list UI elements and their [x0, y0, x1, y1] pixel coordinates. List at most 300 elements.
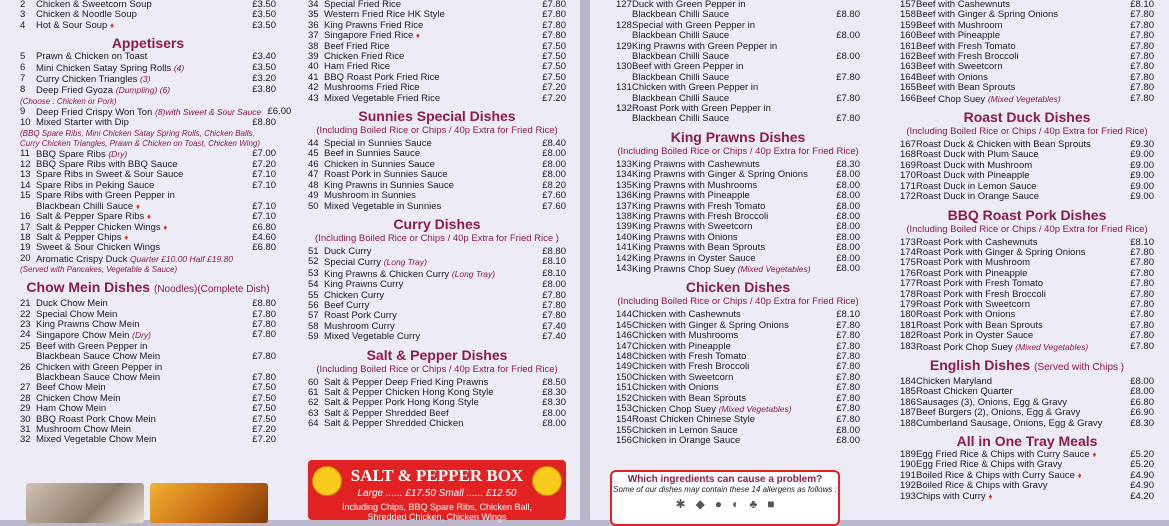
menu-item: [20, 320, 276, 330]
item-price: £8.00: [836, 424, 860, 436]
item-name: Chicken Curry: [324, 289, 385, 301]
menu-item: [616, 331, 860, 341]
item-price: £7.20: [252, 434, 276, 446]
item-price: £8.30: [542, 386, 566, 398]
item-price: £7.80: [836, 113, 860, 125]
item-name: Beef with Cashewnuts: [916, 0, 1010, 10]
section-heading: English Dishes (Served with Chips ): [929, 356, 1125, 373]
item-price: £7.80: [836, 382, 860, 394]
item-number: 137: [616, 200, 632, 212]
item-price: £7.80: [1130, 267, 1154, 279]
item-number: 26: [20, 361, 31, 373]
item-name: Roast Duck in Orange Sauce: [916, 191, 1040, 203]
item-price: £8.00: [836, 262, 860, 274]
section-heading: King Prawns Dishes: [670, 128, 806, 145]
item-portion-prices: Quarter £10.00 Half £19.80: [129, 253, 233, 264]
item-name: Mixed Starter with Dip: [36, 117, 129, 129]
promo-items: Including Chips, BBQ Spare Ribs, Chicken Ball,: [341, 502, 533, 512]
item-price: £7.20: [542, 82, 566, 94]
item-number: 34: [308, 0, 319, 10]
item-name: Mini Chicken Satay Spring Rolls (4): [36, 62, 185, 74]
item-price: £7.80: [252, 329, 276, 341]
item-price: £8.10: [1130, 0, 1154, 10]
item-name: Roast Pork with Cashewnuts: [916, 236, 1038, 248]
menu-section: [616, 275, 860, 446]
item-number: 35: [308, 9, 319, 21]
item-number: 168: [900, 149, 916, 161]
item-name: Blackbean Sauce Chow Mein: [36, 351, 161, 363]
item-number: 164: [900, 71, 916, 83]
item-number: 167: [900, 139, 916, 151]
fish-icon: ◐: [732, 497, 740, 511]
item-price: £7.50: [542, 61, 566, 73]
item-number: 188: [900, 417, 916, 429]
item-price: £8.00: [542, 418, 566, 430]
item-number: 157: [900, 0, 916, 10]
item-name: Roast Pork in Oyster Sauce: [916, 330, 1034, 342]
menu-item: [308, 280, 566, 290]
item-detail: (4): [173, 62, 185, 73]
item-number: 31: [20, 424, 31, 435]
item-name: Beef Chop Suey (Mixed Vegetables): [916, 93, 1061, 105]
item-name: King Prawns Curry: [324, 279, 404, 291]
item-number: 151: [616, 382, 632, 394]
item-number: 150: [616, 371, 632, 383]
item-detail: (Dry): [108, 148, 128, 159]
promo-prices: Large ...... £17.50 Small ...... £12.50: [357, 488, 517, 499]
item-price: £7.80: [252, 371, 276, 383]
item-price: £6.80: [1130, 396, 1154, 408]
item-price: £9.00: [1130, 159, 1154, 171]
item-name: Beef in Sunnies Sauce: [324, 148, 421, 160]
item-number: 147: [616, 340, 632, 352]
item-price: £8.80: [252, 117, 276, 129]
item-number: 5: [20, 51, 26, 63]
item-number: 4: [20, 19, 26, 31]
item-number: 143: [616, 262, 632, 274]
menu-item: [20, 118, 276, 128]
item-name: Roast Pork with Pineapple: [916, 267, 1028, 279]
item-number: 32: [20, 434, 31, 446]
item-note: Curry Chicken Triangles, Prawn & Chicken on Toast, Chicken Wing): [20, 138, 261, 148]
item-price: £8.30: [836, 158, 860, 170]
section-subheading: (Including Boiled Rice or Chips / 40p Extra for Fried Rice): [316, 125, 558, 137]
item-name: Deep Fried Crispy Won Ton (8)with Sweet & Sour Sauce: [36, 106, 262, 118]
item-price: £7.80: [542, 299, 566, 311]
item-price: £8.30: [1130, 417, 1154, 429]
menu-section: [900, 429, 1154, 502]
item-price: £8.30: [542, 397, 566, 409]
item-number: 39: [308, 51, 319, 63]
item-number: 190: [900, 459, 916, 471]
item-number: 159: [900, 19, 916, 31]
item-price: £9.00: [1130, 170, 1154, 182]
item-price: £8.00: [836, 242, 860, 254]
item-number: 44: [308, 138, 319, 150]
item-price: £7.80: [1130, 30, 1154, 42]
item-price: £8.80: [542, 245, 566, 257]
item-price: £7.80: [1130, 40, 1154, 52]
item-price: £9.30: [1130, 139, 1154, 151]
item-note: (Served with Pancakes, Vegetable & Sauce): [20, 265, 178, 275]
menu-item: [20, 21, 276, 31]
item-name: King Prawns with Mushrooms: [632, 179, 758, 191]
item-number: 19: [20, 242, 31, 254]
item-number: 59: [308, 331, 319, 343]
item-name: Roast Pork Curry: [324, 310, 397, 322]
item-price: £7.50: [542, 71, 566, 83]
item-name: Blackbean Chilli Sauce: [632, 30, 730, 42]
item-number: 186: [900, 396, 916, 408]
item-price: £8.00: [836, 51, 860, 63]
item-name: Chicken with Bean Sprouts: [632, 392, 747, 404]
item-price: £7.20: [252, 159, 276, 171]
item-name: Roast Pork with Mushroom: [916, 257, 1031, 269]
menu-item: [308, 191, 566, 201]
item-price: £3.20: [252, 73, 276, 85]
item-name: Beef with Onions: [916, 71, 988, 83]
item-note: (Choose : Chicken or Pork): [20, 96, 117, 106]
item-price: £7.80: [1130, 92, 1154, 104]
item-price: £7.80: [836, 392, 860, 404]
menu-column-left-1: [20, 0, 292, 520]
section-subheading: (Including Boiled Rice or Chips / 40p Extra for Fried Rice ): [315, 232, 559, 244]
menu-section: [900, 105, 1154, 202]
item-price: £8.00: [836, 169, 860, 181]
item-price: £7.80: [836, 371, 860, 383]
menu-item: [616, 243, 860, 253]
menu-section: [20, 0, 276, 31]
item-price: £8.00: [836, 435, 860, 447]
item-name: Chicken with Fresh Tomato: [632, 350, 747, 362]
item-name: Spare Ribs with Green Pepper in: [36, 190, 175, 202]
item-number: 13: [20, 169, 31, 181]
item-price: £8.00: [1130, 375, 1154, 387]
item-name: Mushroom Chow Mein: [36, 424, 132, 435]
item-price: £5.20: [1130, 449, 1154, 460]
item-name: King Prawns with Bean Sprouts: [632, 242, 766, 254]
item-name: Salt & Pepper Deep Fried King Prawns: [324, 376, 489, 388]
item-name: Ham Fried Rice: [324, 61, 390, 73]
item-number: 178: [900, 288, 916, 300]
item-number: 6: [20, 61, 26, 73]
item-name: Beef with Pineapple: [916, 30, 1000, 42]
item-name: Roast Duck with Plum Sauce: [916, 149, 1039, 161]
menu-item: [20, 52, 276, 62]
item-name: Curry Chicken Triangles (3): [36, 74, 151, 86]
item-name: Beef with Fresh Broccoli: [916, 51, 1019, 63]
section-heading: Sunnies Special Dishes: [358, 108, 516, 125]
section-heading: BBQ Roast Pork Dishes: [947, 206, 1107, 223]
item-price: £7.80: [1130, 71, 1154, 83]
item-name: Sweet & Sour Chicken Wings: [36, 242, 161, 254]
item-number: 56: [308, 299, 319, 311]
item-price: £7.80: [836, 319, 860, 331]
item-number: [20, 352, 36, 362]
item-name: Special with Green Pepper in: [632, 19, 756, 31]
item-name: Egg Fried Rice & Chips with Curry Sauce ♦: [916, 449, 1097, 460]
item-price: £8.00: [542, 279, 566, 291]
item-name: Chicken Chop Suey (Mixed Vegetables): [632, 404, 792, 415]
item-price: £8.00: [836, 252, 860, 264]
item-price: £3.50: [252, 61, 276, 73]
menu-item: [20, 212, 276, 222]
menu-item: [900, 331, 1154, 341]
egg-icon: ●: [714, 497, 723, 511]
item-name: Deep Fried Gyoza (Dumpling) (6): [36, 85, 171, 97]
item-name: Special in Sunnies Sauce: [324, 138, 432, 150]
item-name: Salt & Pepper Chicken Hong Kong Style: [324, 386, 494, 398]
item-name: Singapore Chow Mein (Dry): [36, 330, 152, 342]
item-name: Salt & Pepper Shredded Chicken: [324, 418, 464, 430]
menu-item: [308, 247, 566, 257]
item-price: £8.00: [836, 221, 860, 233]
menu-column-left-2: [308, 0, 566, 458]
item-number: 181: [900, 319, 916, 331]
item-name: King Prawns Chow Mein: [36, 318, 140, 330]
item-number: 61: [308, 386, 319, 398]
item-price: £7.60: [542, 200, 566, 212]
item-name: Beef with Sweetcorn: [916, 61, 1003, 73]
item-name: Blackbean Sauce Chow Mein: [36, 371, 161, 383]
smiley-icon: [532, 466, 562, 496]
item-name: King Prawns with Ginger & Spring Onions: [632, 169, 808, 181]
section-heading-note: (Noodles)(Complete Dish): [153, 284, 270, 296]
item-number: 177: [900, 278, 916, 290]
food-photo-noodles: [150, 483, 268, 523]
item-name: Salt & Pepper Pork Hong Kong Style: [324, 397, 479, 409]
chili-icon: ♦: [109, 20, 115, 30]
item-number: 182: [900, 330, 916, 342]
item-number: 146: [616, 330, 632, 342]
item-number: 158: [900, 9, 916, 21]
item-name: King Prawns with Cashewnuts: [632, 158, 760, 170]
smiley-icon: [312, 466, 342, 496]
item-detail: (Mixed Vegetables): [718, 404, 792, 414]
item-price: £4.60: [252, 231, 276, 243]
item-number: 135: [616, 179, 632, 191]
item-number: 187: [900, 407, 916, 419]
item-number: 27: [20, 382, 31, 394]
item-name: Mushrooms Fried Rice: [324, 82, 420, 94]
chili-icon: ♦: [1077, 470, 1082, 480]
promo-items: Shredded Chicken, Chicken Wings: [367, 512, 507, 522]
item-price: £7.40: [542, 320, 566, 332]
item-price: £7.80: [836, 361, 860, 373]
item-name: Western Fried Rice HK Style: [324, 9, 445, 21]
item-name: Aromatic Crispy Duck Quarter £10.00 Half £19.80: [36, 253, 233, 265]
item-price: £7.80: [836, 340, 860, 352]
item-name: Mixed Vegetable Chow Mein: [36, 434, 157, 446]
item-price: £8.40: [542, 138, 566, 150]
item-number: 25: [20, 340, 31, 352]
item-price: £7.50: [252, 392, 276, 404]
item-name: Roast Pork with Fresh Broccoli: [916, 288, 1046, 300]
item-price: £7.80: [1130, 246, 1154, 258]
item-name: King Prawns with Fresh Broccoli: [632, 210, 769, 222]
item-detail: (Dumpling) (6): [115, 85, 171, 96]
item-name: Beef with Ginger & Spring Onions: [916, 9, 1059, 21]
item-price: £7.10: [252, 179, 276, 191]
chili-icon: ♦: [124, 232, 129, 242]
item-detail: (Dry): [132, 330, 152, 341]
item-number: 156: [616, 435, 632, 447]
item-number: 18: [20, 231, 31, 243]
item-name: Chicken & Noodle Soup: [36, 9, 137, 21]
allergen-notice: [610, 470, 840, 526]
item-number: 185: [900, 386, 916, 398]
item-name: Salt & Pepper Shredded Beef: [324, 407, 449, 419]
item-name: Blackbean Chilli Sauce: [632, 113, 730, 125]
item-number: 179: [900, 298, 916, 310]
item-number: 28: [20, 392, 31, 404]
item-name: Mixed Vegetable in Sunnies: [324, 200, 442, 212]
peanut-icon: ♣: [749, 497, 758, 511]
item-price: £7.20: [542, 92, 566, 104]
item-name: BBQ Roast Pork Chow Mein: [36, 413, 156, 425]
menu-item: [616, 114, 860, 124]
item-name: King Prawns with Pineapple: [632, 190, 750, 202]
item-name: King Prawns & Chicken Curry (Long Tray): [324, 268, 496, 280]
item-price: £7.80: [1130, 330, 1154, 342]
item-price: £7.80: [252, 351, 276, 363]
item-price: £7.80: [542, 0, 566, 10]
item-price: £3.80: [252, 84, 276, 96]
item-name: Roast Duck & Chicken with Bean Sprouts: [916, 139, 1091, 151]
item-name: Roast Pork with Onions: [916, 309, 1016, 321]
item-number: 46: [308, 158, 319, 170]
item-number: 10: [20, 117, 31, 129]
item-name: Chicken with Green Pepper in: [632, 82, 759, 94]
item-price: £3.50: [252, 19, 276, 31]
item-name: Blackbean Chilli Sauce: [632, 51, 730, 63]
item-name: Salt & Pepper Chicken Wings ♦: [36, 221, 168, 233]
menu-item: [900, 192, 1154, 202]
item-price: £4.90: [1130, 480, 1154, 492]
item-name: Boiled Rice & Chips with Curry Sauce ♦: [916, 469, 1082, 481]
item-price: £7.10: [252, 211, 276, 223]
item-number: 57: [308, 310, 319, 322]
item-name: Roast Duck with Pineapple: [916, 170, 1030, 182]
item-name: Roast Duck with Mushroom: [916, 159, 1033, 171]
item-price: £8.00: [836, 190, 860, 202]
item-name: Blackbean Chilli Sauce: [632, 92, 730, 104]
menu-section: [308, 104, 566, 212]
menu-page-right: [590, 0, 1169, 520]
item-number: 133: [616, 158, 632, 170]
menu-section: [900, 203, 1154, 353]
item-number: 11: [20, 147, 30, 159]
chili-icon: ♦: [988, 491, 993, 501]
item-price: £3.50: [252, 0, 276, 10]
item-number: 47: [308, 169, 319, 181]
menu-item: [308, 332, 566, 342]
item-name: Roast Duck in Lemon Sauce: [916, 180, 1037, 192]
item-name: Chicken with Pineapple: [632, 340, 731, 352]
item-number: 20: [20, 252, 31, 264]
item-number: 9: [20, 105, 26, 117]
section-subheading: (Including Boiled Rice or Chips / 40p Extra for Fried Rice): [617, 296, 859, 308]
chili-icon: ♦: [1092, 450, 1097, 459]
menu-section: [308, 0, 566, 104]
item-name: Duck with Green Pepper in: [632, 0, 746, 10]
item-price: £9.00: [1130, 180, 1154, 192]
item-number: 37: [308, 30, 319, 42]
section-subheading: (Including Boiled Rice or Chips / 40p Extra for Fried Rice): [617, 145, 859, 157]
item-name: Cumberland Sausage, Onions, Egg & Gravy: [916, 417, 1103, 429]
item-number: 49: [308, 190, 319, 202]
item-number: 22: [20, 308, 31, 320]
menu-item: [20, 254, 276, 265]
item-number: 163: [900, 61, 916, 73]
item-name: Roast Pork with Sweetcorn: [916, 298, 1031, 310]
item-price: £7.80: [836, 414, 860, 426]
item-price: £7.80: [1130, 9, 1154, 21]
item-name: Chicken & Sweetcorn Soup: [36, 0, 152, 10]
chili-icon: ♦: [146, 212, 151, 222]
item-number: 174: [900, 246, 916, 258]
item-name: Mixed Vegetable Fried Rice: [324, 92, 441, 104]
wheat-icon: ✱: [675, 497, 686, 511]
item-price: £7.50: [252, 403, 276, 415]
section-heading: All in One Tray Meals: [956, 433, 1098, 449]
item-price: £7.80: [1130, 298, 1154, 310]
item-price: £7.10: [252, 169, 276, 181]
menu-column-right-2: [900, 0, 1154, 520]
item-price: £7.50: [252, 382, 276, 394]
item-name: Boiled Rice & Chips with Gravy: [916, 480, 1048, 492]
item-number: 136: [616, 190, 632, 202]
item-name: Chicken in Lemon Sauce: [632, 424, 738, 436]
item-price: £7.80: [1130, 19, 1154, 31]
item-number: 60: [308, 376, 319, 388]
item-name: Chicken Fried Rice: [324, 51, 405, 63]
item-name: Blackbean Chilli Sauce: [632, 71, 730, 83]
item-name: Chicken with Mushrooms: [632, 330, 739, 342]
item-name: Roast Chicken Chinese Style: [632, 414, 756, 426]
item-price: £5.20: [1130, 459, 1154, 471]
menu-item: [900, 83, 1154, 93]
item-price: £8.10: [542, 256, 566, 268]
item-number: 154: [616, 414, 632, 426]
menu-item: [308, 419, 566, 429]
item-number: 45: [308, 148, 319, 160]
item-number: 42: [308, 82, 319, 94]
item-name: Blackbean Chilli Sauce: [632, 9, 730, 21]
menu-item: [900, 342, 1154, 353]
item-number: 41: [308, 71, 319, 83]
item-price: £8.00: [836, 179, 860, 191]
item-price: £7.80: [836, 403, 860, 414]
item-price: £7.80: [1130, 82, 1154, 94]
menu-item: [616, 436, 860, 446]
item-price: £7.80: [252, 308, 276, 320]
item-price: £7.80: [1130, 257, 1154, 269]
item-price: £8.00: [542, 407, 566, 419]
item-price: £7.80: [542, 30, 566, 42]
item-price: £7.10: [252, 200, 276, 212]
menu-item: [20, 435, 276, 445]
item-price: £8.00: [542, 158, 566, 170]
item-name: Special Fried Rice: [324, 0, 402, 10]
section-subheading: (Including Boiled Rice or Chips / 40p Extra for Fried Rice): [906, 223, 1148, 235]
item-number: 63: [308, 407, 319, 419]
item-price: £8.00: [836, 30, 860, 42]
item-price: £7.80: [836, 330, 860, 342]
item-name: BBQ Roast Pork Fried Rice: [324, 71, 440, 83]
item-name: Roast Pork in Sunnies Sauce: [324, 169, 448, 181]
item-name: Chicken with Sweetcorn: [632, 371, 734, 383]
